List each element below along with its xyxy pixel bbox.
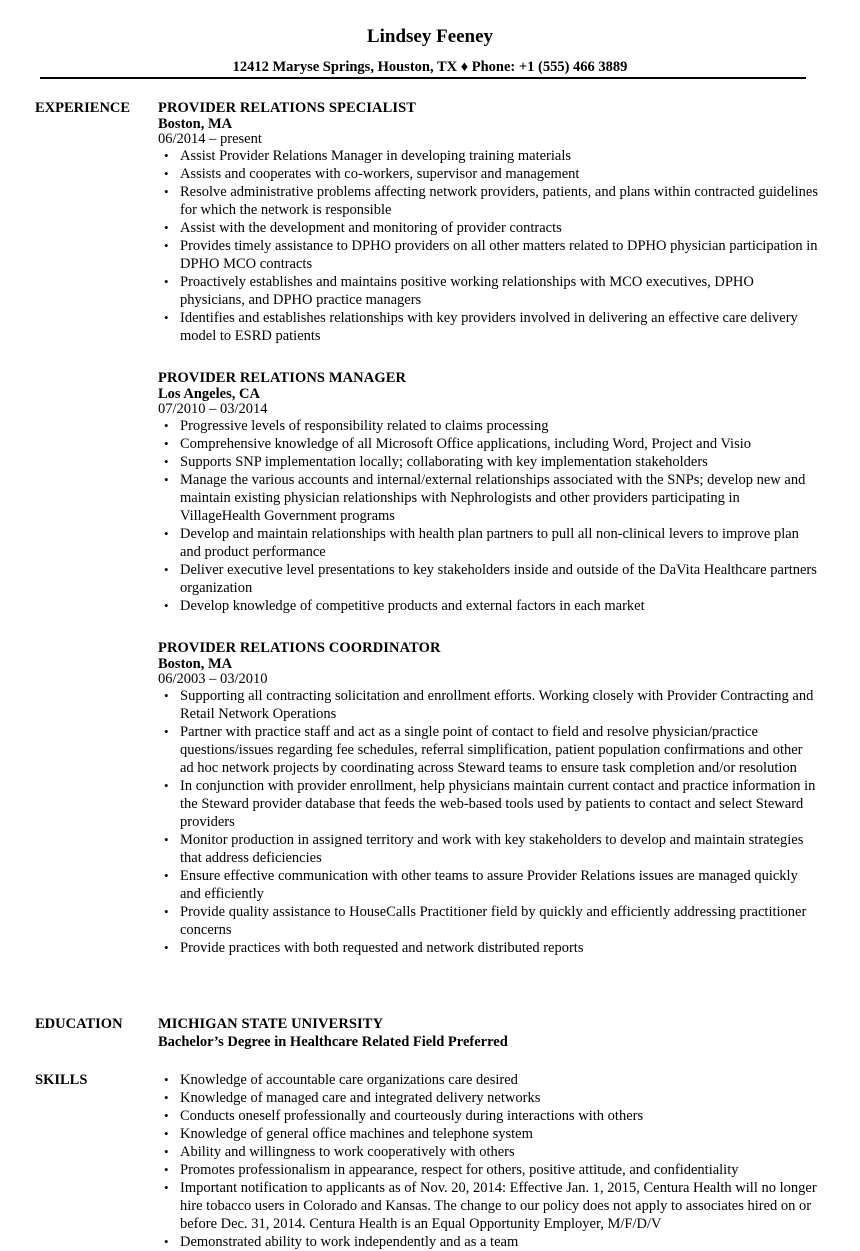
job-entry [158,99,818,345]
section-label-education: EDUCATION [35,1016,123,1032]
list-item: • Demonstrated ability to work independently and as a team [180,1233,818,1251]
list-item: • Deliver executive level presentations to key stakeholders inside and outside of the DaVita Healthcare partners organization [180,561,818,597]
header-divider [40,77,806,79]
list-item: • Develop knowledge of competitive products and external factors in each market [180,597,818,615]
list-item: • Comprehensive knowledge of all Microsoft Office applications, including Word, Project and Visio [180,435,818,453]
list-item: • Ensure effective communication with other teams to assure Provider Relations issues are managed quickly and efficiently [180,867,818,903]
education-school: MICHIGAN STATE UNIVERSITY [158,1016,384,1032]
list-item: • Proactively establishes and maintains positive working relationships with MCO executives, DPHO physicians, and DPHO practice managers [180,273,818,309]
list-item: • Monitor production in assigned territory and work with key stakeholders to develop and maintain strategies that address deficiencies [180,831,818,867]
skills-list [158,1071,818,1251]
list-item: • Important notification to applicants as of Nov. 20, 2014: Effective Jan. 1, 2015, Centura Health will no longer hire tobacco users in Colorado and Kansas. The change to our policy does not apply to associates hired on or before Dec. 31, 2014. Centura Health is an Equal Opportunity Employer, M/F/D/V [180,1179,818,1233]
experience-list [158,99,818,973]
list-item: • Resolve administrative problems affecting network providers, patients, and plans within contracted guidelines for which the network is responsible [180,183,818,219]
job-bullets [158,147,818,345]
list-item: • Conducts oneself professionally and courteously during interactions with others [180,1107,818,1125]
skills-bullets [158,1071,818,1251]
job-bullets [158,417,818,615]
job-title: PROVIDER RELATIONS SPECIALIST [158,100,417,116]
list-item: • Provide practices with both requested and network distributed reports [180,939,818,957]
job-title: PROVIDER RELATIONS MANAGER [158,370,407,386]
list-item: • Supports SNP implementation locally; collaborating with key implementation stakeholders [180,453,818,471]
job-location: Los Angeles, CA [158,386,260,402]
list-item: • Assists and cooperates with co-workers, supervisor and management [180,165,818,183]
job-dates: 06/2003 – 03/2010 [158,671,268,687]
list-item: • Supporting all contracting solicitation and enrollment efforts. Working closely with Provider Contracting and Retail Network Operations [180,687,818,723]
job-title: PROVIDER RELATIONS COORDINATOR [158,640,441,656]
job-location: Boston, MA [158,656,233,672]
job-entry [158,369,818,615]
job-dates: 07/2010 – 03/2014 [158,401,268,417]
candidate-name: Lindsey Feeney [366,26,494,47]
list-item: • Manage the various accounts and internal/external relationships associated with the SNPs; develop new and maintain existing physician relationships with Nephrologists and other providers participating in VillageHealth Government programs [180,471,818,525]
list-item: • In conjunction with provider enrollment, help physicians maintain current contact and practice information in the Steward provider database that feeds the web-based tools used by patients to contact and select Steward providers [180,777,818,831]
list-item: • Knowledge of accountable care organizations care desired [180,1071,818,1089]
list-item: • Identifies and establishes relationships with key providers involved in delivering an effective care delivery model to ESRD patients [180,309,818,345]
education-entry [158,1015,818,1050]
list-item: • Knowledge of managed care and integrated delivery networks [180,1089,818,1107]
list-item: • Assist Provider Relations Manager in developing training materials [180,147,818,165]
education-degree: Bachelor’s Degree in Healthcare Related Field Preferred [158,1034,508,1050]
list-item: • Assist with the development and monitoring of provider contracts [180,219,818,237]
list-item: • Develop and maintain relationships with health plan partners to pull all non-clinical levers to improve plan and product performance [180,525,818,561]
list-item: • Knowledge of general office machines and telephone system [180,1125,818,1143]
section-label-skills: SKILLS [35,1072,88,1088]
job-entry [158,639,818,957]
list-item: • Promotes professionalism in appearance, respect for others, positive attitude, and confidentiality [180,1161,818,1179]
list-item: • Provide quality assistance to HouseCalls Practitioner field by quickly and efficiently addressing practitioner concerns [180,903,818,939]
job-bullets [158,687,818,957]
section-label-experience: EXPERIENCE [35,100,131,116]
list-item: • Provides timely assistance to DPHO providers on all other matters related to DPHO physician participation in DPHO MCO contracts [180,237,818,273]
job-dates: 06/2014 – present [158,131,262,147]
contact-line: 12412 Maryse Springs, Houston, TX ♦ Phone: +1 (555) 466 3889 [232,59,628,75]
list-item: • Progressive levels of responsibility related to claims processing [180,417,818,435]
list-item: • Ability and willingness to work cooperatively with others [180,1143,818,1161]
job-location: Boston, MA [158,116,233,132]
list-item: • Partner with practice staff and act as a single point of contact to field and resolve physician/practice questions/issues regarding fee schedules, referral simplification, patient population confirmations and other ad hoc network projects by coordinating across Steward teams to ensure task completion and/or resolution [180,723,818,777]
